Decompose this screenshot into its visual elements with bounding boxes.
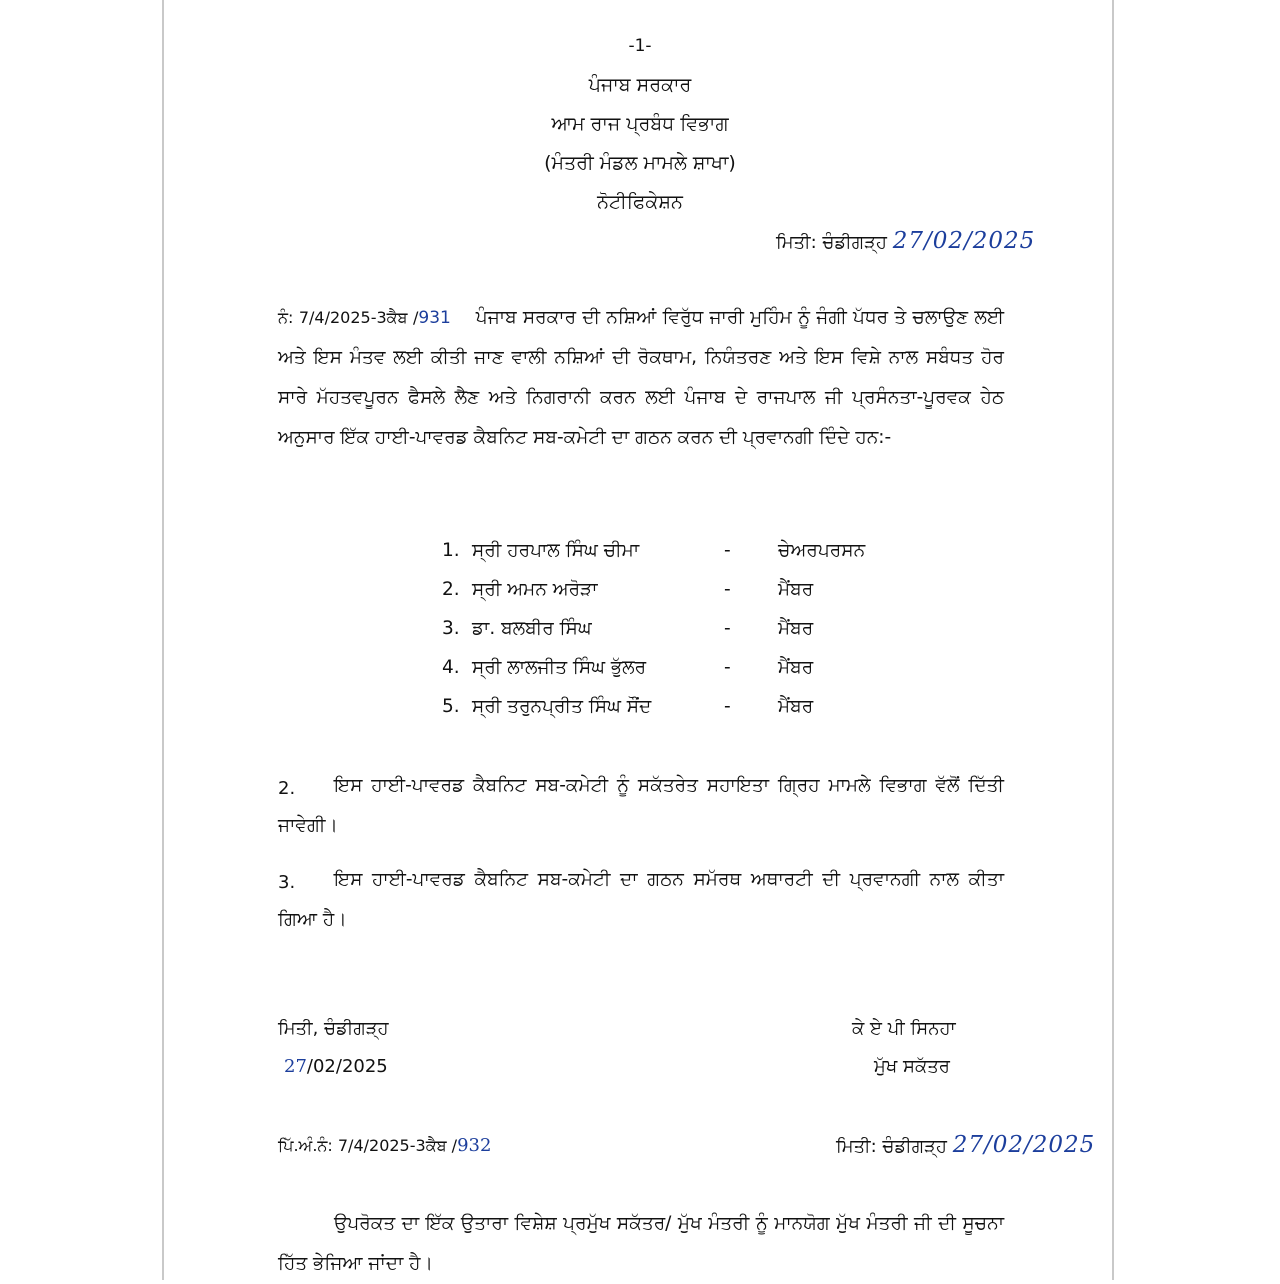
endorsement-text: ਉਪਰੋਕਤ ਦਾ ਇੱਕ ਉਤਾਰਾ ਵਿਸ਼ੇਸ਼ ਪ੍ਰਮੁੱਖ ਸਕੱਤਰ/ ਮੁੱਖ ਮੰਤਰੀ ਨੂੰ ਮਾਨਯੋਗ ਮੁੱਖ ਮੰਤਰੀ ਜੀ ਦੀ ਸੂਚਨਾ ਹਿੱਤ ਭੇਜਿਆ ਜਾਂਦਾ ਹੈ। <box>278 1213 1004 1274</box>
endorsement-ref <box>278 1135 491 1156</box>
member-row <box>442 657 814 678</box>
member-dash: - <box>724 579 731 600</box>
member-name: ਸ੍ਰੀ ਅਮਨ ਅਰੋੜਾ <box>472 579 598 600</box>
notification-paragraph <box>278 298 1004 458</box>
sign-date-label: ਮਿਤੀ, ਚੰਡੀਗੜ੍ਹ <box>278 1018 389 1039</box>
endorsement-date-handwritten: 27/02/2025 <box>952 1132 1096 1158</box>
sign-date <box>284 1056 388 1077</box>
member-dash: - <box>724 618 731 639</box>
member-role: ਮੈਂਬਰ <box>778 696 814 717</box>
notification-body: ਪੰਜਾਬ ਸਰਕਾਰ ਦੀ ਨਸ਼ਿਆਂ ਵਿਰੁੱਧ ਜਾਰੀ ਮੁਹਿੰਮ ਨੂੰ ਜੰਗੀ ਪੱਧਰ ਤੇ ਚਲਾਉਣ ਲਈ ਅਤੇ ਇਸ ਮੰਤਵ ਲਈ ਕੀਤੀ ਜਾਣ ਵਾਲੀ ਨਸ਼ਿਆਂ ਦੀ ਰੋਕਥਾਮ, ਨਿਯੰਤਰਣ ਅਤੇ ਇਸ ਵਿਸ਼ੇ ਨਾਲ ਸਬੰਧਤ ਹੋਰ ਸਾਰੇ ਮੱਹਤਵਪੂਰਨ ਫੈਸਲੇ ਲੈਣ ਅਤੇ ਨਿਗਰਾਨੀ ਕਰਨ ਲਈ ਪੰਜਾਬ ਦੇ ਰਾਜਪਾਲ ਜੀ ਪ੍ਰਸੰਨਤਾ-ਪੂਰਵਕ ਹੇਠ ਅਨੁਸਾਰ ਇੱਕ ਹਾਈ-ਪਾਵਰਡ ਕੈਬਨਿਟ ਸਬ-ਕਮੇਟੀ ਦਾ ਗਠਨ ਕਰਨ ਦੀ ਪ੍ਰਵਾਨਗੀ ਦਿੰਦੇ ਹਨ:- <box>278 307 1004 448</box>
member-number: 5. <box>442 696 460 717</box>
member-dash: - <box>724 540 731 561</box>
member-row <box>442 540 866 561</box>
top-date-handwritten: 27/02/2025 <box>892 228 1036 254</box>
header-department: ਆਮ ਰਾਜ ਪ੍ਰਬੰਧ ਵਿਭਾਗ <box>551 113 729 135</box>
member-name: ਡਾ. ਬਲਬੀਰ ਸਿੰਘ <box>472 618 592 639</box>
notification-ref-handwritten: 931 <box>418 308 451 328</box>
endorsement-ref-handwritten: 932 <box>457 1135 492 1156</box>
member-number: 4. <box>442 657 460 678</box>
sign-date-handwritten: 27 <box>284 1056 307 1077</box>
header-government: ਪੰਜਾਬ ਸਰਕਾਰ <box>588 74 692 96</box>
endorsement-date <box>836 1132 1095 1158</box>
notification-ref-label: ਨੰ: 7/4/2025-3ਕੈਬ / <box>278 308 419 327</box>
member-role: ਚੇਅਰਪਰਸਨ <box>778 540 866 561</box>
member-row <box>442 618 814 639</box>
endorsement-ref-label: ਪਿੱ.ਅੰ.ਨੰ: 7/4/2025-3ਕੈਬ / <box>278 1136 458 1155</box>
header-branch: (ਮੰਤਰੀ ਮੰਡਲ ਮਾਮਲੇ ਸ਼ਾਖਾ) <box>544 152 736 174</box>
header-notification: ਨੋਟੀਫਿਕੇਸ਼ਨ <box>597 191 683 213</box>
member-number: 1. <box>442 540 460 561</box>
member-name: ਸ੍ਰੀ ਲਾਲਜੀਤ ਸਿੰਘ ਭੁੱਲਰ <box>472 657 647 678</box>
member-role: ਮੈਂਬਰ <box>778 657 814 678</box>
member-role: ਮੈਂਬਰ <box>778 579 814 600</box>
member-role: ਮੈਂਬਰ <box>778 618 814 639</box>
member-number: 3. <box>442 618 460 639</box>
member-name: ਸ੍ਰੀ ਤਰੁਨਪ੍ਰੀਤ ਸਿੰਘ ਸੌਂਦ <box>472 696 652 717</box>
member-row <box>442 579 814 600</box>
member-dash: - <box>724 657 731 678</box>
member-dash: - <box>724 696 731 717</box>
sign-date-printed: /02/2025 <box>306 1056 388 1077</box>
paragraph-3-text: ਇਸ ਹਾਈ-ਪਾਵਰਡ ਕੈਬਨਿਟ ਸਬ-ਕਮੇਟੀ ਦਾ ਗਠਨ ਸਮੱਰਥ ਅਥਾਰਟੀ ਦੀ ਪ੍ਰਵਾਨਗੀ ਨਾਲ ਕੀਤਾ ਗਿਆ ਹੈ। <box>278 869 1004 930</box>
signatory-name: ਕੇ ਏ ਪੀ ਸਿਨਹਾ <box>852 1018 956 1039</box>
paragraph-2-text: ਇਸ ਹਾਈ-ਪਾਵਰਡ ਕੈਬਨਿਟ ਸਬ-ਕਮੇਟੀ ਨੂੰ ਸਕੱਤਰੇਤ ਸਹਾਇਤਾ ਗ੍ਰਿਹ ਮਾਮਲੇ ਵਿਭਾਗ ਵੱਲੋਂ ਦਿੱਤੀ ਜਾਵੇਗੀ। <box>278 775 1004 836</box>
top-date <box>776 228 1035 254</box>
page-number: -1- <box>628 36 652 56</box>
paragraph-3-number: 3. <box>278 872 296 893</box>
paragraph-2-number: 2. <box>278 778 296 799</box>
member-row <box>442 696 814 717</box>
endorsement-date-label: ਮਿਤੀ: ਚੰਡੀਗੜ੍ਹ <box>836 1136 947 1157</box>
member-number: 2. <box>442 579 460 600</box>
member-name: ਸ੍ਰੀ ਹਰਪਾਲ ਸਿੰਘ ਚੀਮਾ <box>472 540 640 561</box>
signatory-title: ਮੁੱਖ ਸਕੱਤਰ <box>874 1056 950 1077</box>
top-date-label: ਮਿਤੀ: ਚੰਡੀਗੜ੍ਹ <box>776 232 887 253</box>
